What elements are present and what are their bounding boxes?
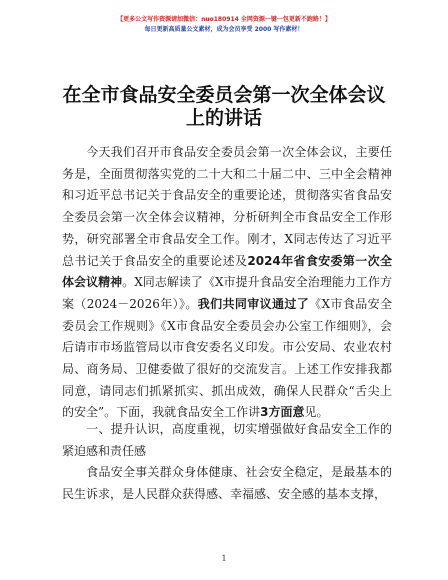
paragraph-1-text-b: 。X同志解读了《X市提升食品安全治理能力工作方案（2024－2026年）》。 [62,275,392,311]
page-number: 1 [221,554,227,563]
paragraph-1-bold-a: 2024年省食安委第一次全体会议精神 [62,253,392,290]
paragraph-1-bold-b: 我们共同审议通过了 [197,296,310,311]
promo-banner-line1: 【更多公文写作资源请加微信：nuo180914 全网资源一键一包更新不跑路！】 [117,16,331,23]
promo-banner-line2: 每日更新高质量公文素材，成为会员享受 2000 写作素材！ [144,26,304,33]
body-paragraph-2 [62,462,392,505]
paragraph-1-text-d: 见。 [304,405,329,420]
paragraph-1-text-c: 《X市食品安全委员会工作规则》《X市食品安全委员会办公室工作细则》，会后请市市场监管局以市食安委名义印发。市公安局、农业农村局、商务局、卫健委做了很好的交流发言。上述工作安排我都同意，请同志们抓紧抓实、抓出成效，确保人民群众“舌尖上的安全”。下面，我就食品安全工作讲 [62,296,392,420]
section-heading-1 [62,419,392,462]
paragraph-1-bold-c: 3方面意 [260,405,305,420]
paragraph-1-text-a: 今天我们召开市食品安全委员会第一次全体会议，主要任务是，全面贯彻落实党的二十大和二十届二中、三中全会精神和习近平总书记关于食品安全的重要论述，贯彻落实省食品安全委员会第一次全体会议精神，分析研判全市食品安全工作形势，研究部署全市食品安全工作。刚才，X同志传达了习近平总书记关于食品安全的重要论述及 [62,145,392,268]
document-title: 在全市食品安全委员会第一次全体会议上的讲话 [62,84,386,129]
section-heading-1-text: 一、提升认识，高度重视，切实增强做好食品安全工作的紧迫感和责任感 [62,422,392,458]
paragraph-2-text: 食品安全事关群众身体健康、社会安全稳定，是最基本的民生诉求，是人民群众获得感、幸福感、安全感的基本支撑， [62,465,392,501]
body-paragraph-1 [62,142,392,424]
